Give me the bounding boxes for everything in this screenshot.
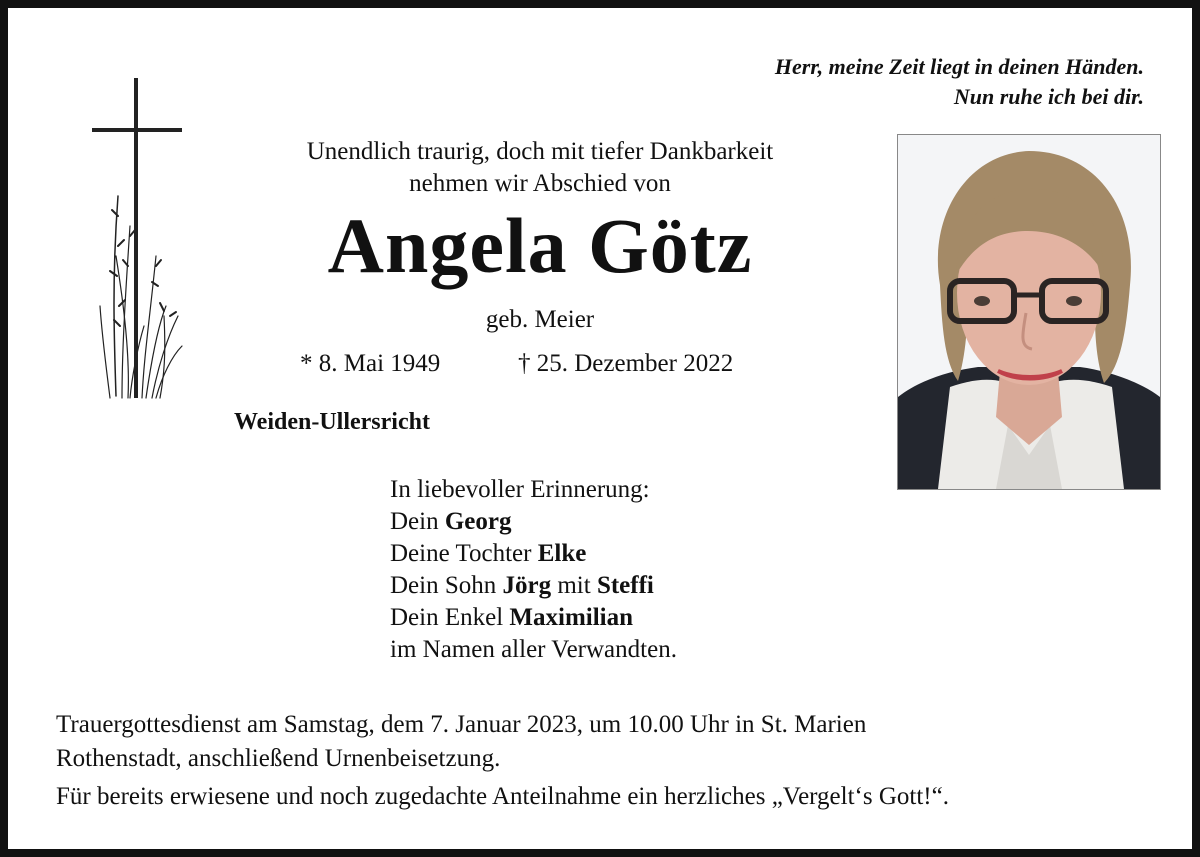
- mourners-closing: im Namen aller Verwandten.: [390, 636, 677, 663]
- portrait-photo: [897, 134, 1161, 490]
- verse-line-1: Herr, meine Zeit liegt in deinen Händen.: [774, 54, 1144, 79]
- mourner-relation: Dein Sohn: [390, 572, 503, 599]
- service-line-2: Rothenstadt, anschließend Urnenbeisetzung.: [56, 745, 501, 772]
- intro-line-1: Unendlich traurig, doch mit tiefer Dankbarkeit: [306, 138, 774, 165]
- intro-text: [238, 136, 842, 200]
- portrait-illustration: [898, 135, 1160, 489]
- mourner-line: [390, 538, 677, 570]
- death-date: † 25. Dezember 2022: [518, 350, 734, 377]
- maiden-name: geb. Meier: [485, 306, 595, 333]
- mourner-name: Jörg: [502, 572, 552, 599]
- mourner-relation: Dein Enkel: [390, 604, 510, 631]
- mourner-line: [390, 570, 677, 602]
- place-of-residence: Weiden-Ullersricht: [234, 409, 430, 435]
- cross-with-grass-icon: [86, 76, 196, 406]
- verse-line-2: Nun ruhe ich bei dir.: [953, 84, 1144, 109]
- thanks-line: Für bereits erwiesene und noch zugedachte Anteilnahme ein herzliches „Vergelt‘s Gott!“.: [56, 783, 949, 810]
- service-info: [56, 708, 1166, 814]
- mourners-heading: In liebevoller Erinnerung:: [390, 476, 650, 503]
- intro-line-2: nehmen wir Abschied von: [409, 170, 671, 197]
- mourner-name: Maximilian: [509, 604, 634, 631]
- bible-verse: [775, 52, 1144, 112]
- mourner-line: [390, 506, 677, 538]
- birth-date: * 8. Mai 1949: [300, 350, 441, 377]
- mourner-line: [390, 602, 677, 634]
- mourner-relation: Deine Tochter: [390, 540, 538, 567]
- mourners-list: [390, 474, 677, 666]
- service-line-1: Trauergottesdienst am Samstag, dem 7. Januar 2023, um 10.00 Uhr in St. Marien: [56, 711, 867, 738]
- mourner-relation: Dein: [390, 508, 445, 535]
- mourner-name: Georg: [444, 508, 512, 535]
- mourner-name: Elke: [537, 540, 587, 567]
- mourner-name: Steffi: [596, 572, 654, 599]
- deceased-name: Angela Götz: [327, 202, 753, 289]
- mourner-connector: mit: [551, 572, 597, 599]
